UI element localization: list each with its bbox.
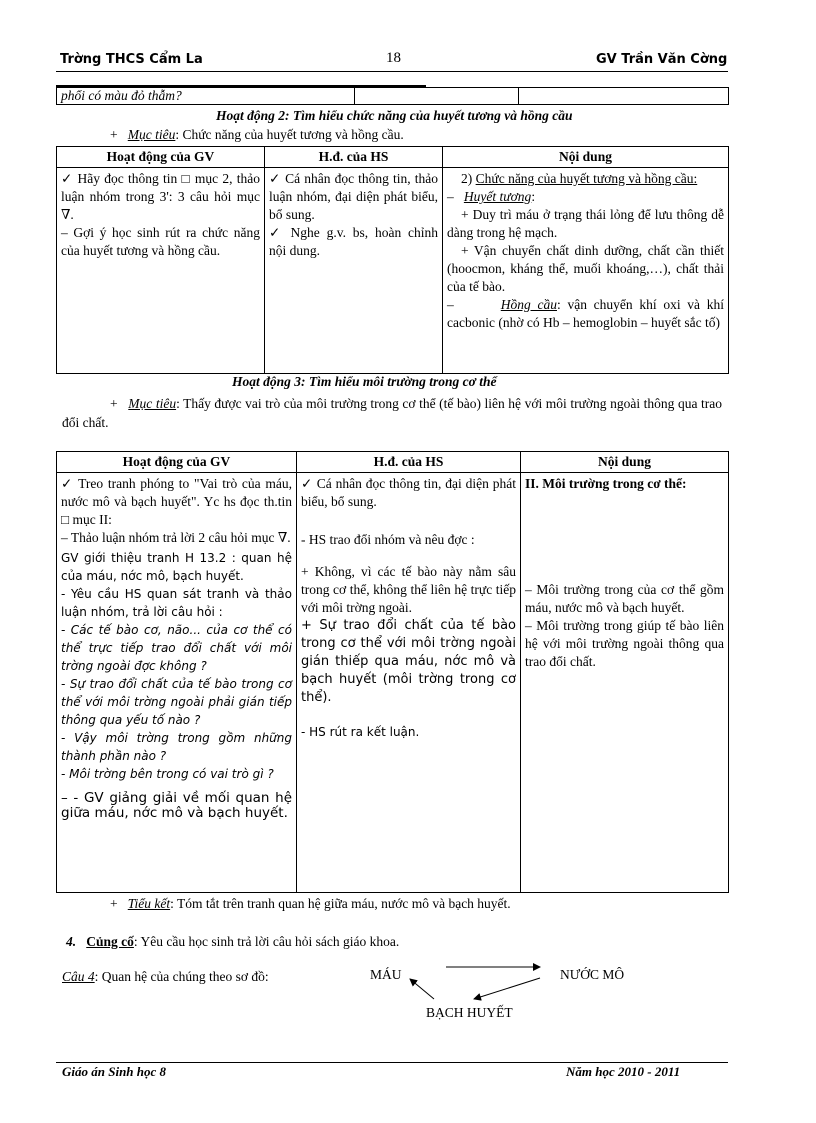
hs-item: - HS trao đổi nhóm và nêu đợc : [301,532,475,547]
gv-question: - Vậy môi trờng trong gồm những thành phần nào ? [61,731,292,763]
plasma-item: + Duy trì máu ở trạng thái lỏng để lưu thông dễ dàng trong hệ mạch. [447,207,724,240]
gv-question: - Các tế bào cơ, não... của cơ thể có thể trực tiếp trao đổi chất với môi trờng ngoài đợc không ? [61,623,292,673]
hs-item: ✓ Cá nhân đọc thông tin, đại diện phát biểu, bổ sung. [301,476,516,509]
node-lymph: BẠCH HUYẾT [426,1005,513,1020]
col-header-gv: Hoạt động của GV [57,452,297,473]
plasma-item: + Vận chuyển chất dinh dưỡng, chất cần thiết (hoocmon, kháng thể, muối khoáng,…), chất thải của tế bào. [447,243,724,294]
content-heading: 2) Chức năng của huyết tương và hồng cầu: [461,171,698,186]
footer-left: Giáo án Sinh học 8 [62,1064,167,1079]
col-header-gv: Hoạt động của GV [57,147,265,168]
previous-table-fragment [56,87,729,105]
hs-item: + Không, vì các tế bào này nằm sâu trong cơ thể, không thể liên hệ trực tiếp với môi trờng ngoài. [301,564,516,615]
question4: Câu 4: Quan hệ của chúng theo sơ đồ: [62,969,269,984]
plasma-label-line: – Huyết tương: [447,189,536,204]
gv-question: - Môi trờng bên trong có vai trò gì ? [61,767,274,781]
footer-right: Năm học 2010 - 2011 [566,1064,681,1079]
content-item: – Môi trường trong giúp tế bào liên hệ với môi trường ngoài thông qua trao đổi chất. [525,618,724,669]
summary: + Tiểu kết: Tóm tắt trên tranh quan hệ giữa máu, nước mô và bạch huyết. [110,896,511,911]
node-tissue-fluid: NƯỚC MÔ [560,967,625,982]
activity2-table [56,146,729,374]
activity2-goal: + Mục tiêu: Chức năng của huyết tương và hồng cầu. [110,127,404,142]
activity2-content-cell [443,168,729,374]
node-blood: MÁU [370,967,402,982]
gv-item: – Thảo luận nhóm trả lời 2 câu hỏi mục ∇. [61,530,291,545]
content-item: – Môi trường trong của cơ thể gồm máu, nước mô và bạch huyết. [525,582,724,615]
gv-item: ✓ Hãy đọc thông tin □ mục 2, thảo luận nhóm trong 3': 3 câu hỏi mục ∇. [61,171,260,222]
activity3-title: Hoạt động 3: Tìm hiểu môi trường trong cơ thể [232,374,497,389]
gv-item: - Yêu cầu HS quan sát tranh và thảo luận nhóm, trả lời câu hỏi : [61,587,292,619]
activity2-title: Hoạt động 2: Tìm hiểu chức năng của huyết tương và hồng cầu [216,108,573,123]
consolidation: 4. Củng cố: Yêu cầu học sinh trả lời câu hỏi sách giáo khoa. [66,934,400,949]
gv-question: - Sự trao đổi chất của tế bào trong cơ thể với môi trờng ngoài phải gián tiếp thông qua yếu tố nào ? [61,677,292,727]
gv-item: – - GV giảng giải về mối quan hệ giữa máu, nớc mô và bạch huyết. [61,790,292,821]
footer-rule [56,1062,728,1063]
arrow-lymph-to-blood [410,979,434,999]
rbc-line: – Hồng cầu: vận chuyển khí oxi và khí cacbonic (nhờ có Hb – hemoglobin – huyết sắc tố) [447,297,724,330]
header-rule [56,71,728,72]
col-header-content: Nội dung [443,147,729,168]
activity3-content-cell [521,473,729,893]
page-number: 18 [386,50,401,66]
hs-item: ✓ Nghe g.v. bs, hoàn chỉnh nội dung. [269,225,438,258]
hs-item: - HS rút ra kết luận. [301,725,420,739]
col-header-hs: H.đ. của HS [265,147,443,168]
hs-item: ✓ Cá nhân đọc thông tin, thảo luận nhóm, đại diện phát biểu, bổ sung. [269,171,438,222]
activity3-gv-cell [57,473,297,893]
hs-item: + Sự trao đổi chất của tế bào trong cơ thể với môi trờng ngoài gián thiếp qua máu, nớc mô và bạch huyết (môi trờng trong cơ thể). [301,618,516,705]
activity2-goal-label: Mục tiêu [127,127,176,142]
activity3-goal: + Mục tiêu: Thấy được vai trò của môi trường trong cơ thể (tế bào) liên hệ với môi trường ngoài thông qua trao đổi chất. [62,396,722,430]
content-heading: II. Môi trường trong cơ thể: [525,476,687,491]
col-header-content: Nội dung [521,452,729,473]
activity2-gv-cell [57,168,265,374]
activity3-hs-cell [297,473,521,893]
header-school: Trờng THCS Cẩm La [60,52,203,67]
gv-item: GV giới thiệu tranh H 13.2 : quan hệ của máu, nớc mô, bạch huyết. [61,551,292,583]
gv-item: ✓ Treo tranh phóng to "Vai trò của máu, nước mô và bạch huyết". Yc hs đọc th.tin □ mục II: [61,476,292,527]
arrow-tissue-to-lymph [474,978,540,999]
col-header-hs: H.đ. của HS [297,452,521,473]
fragment-text: phổi có màu đỏ thẫm? [57,88,355,105]
gv-item: – Gợi ý học sinh rút ra chức năng của huyết tương và hồng cầu. [61,225,260,258]
header-teacher: GV Trần Văn Cờng [596,52,728,67]
activity3-table [56,451,729,893]
activity2-hs-cell [265,168,443,374]
